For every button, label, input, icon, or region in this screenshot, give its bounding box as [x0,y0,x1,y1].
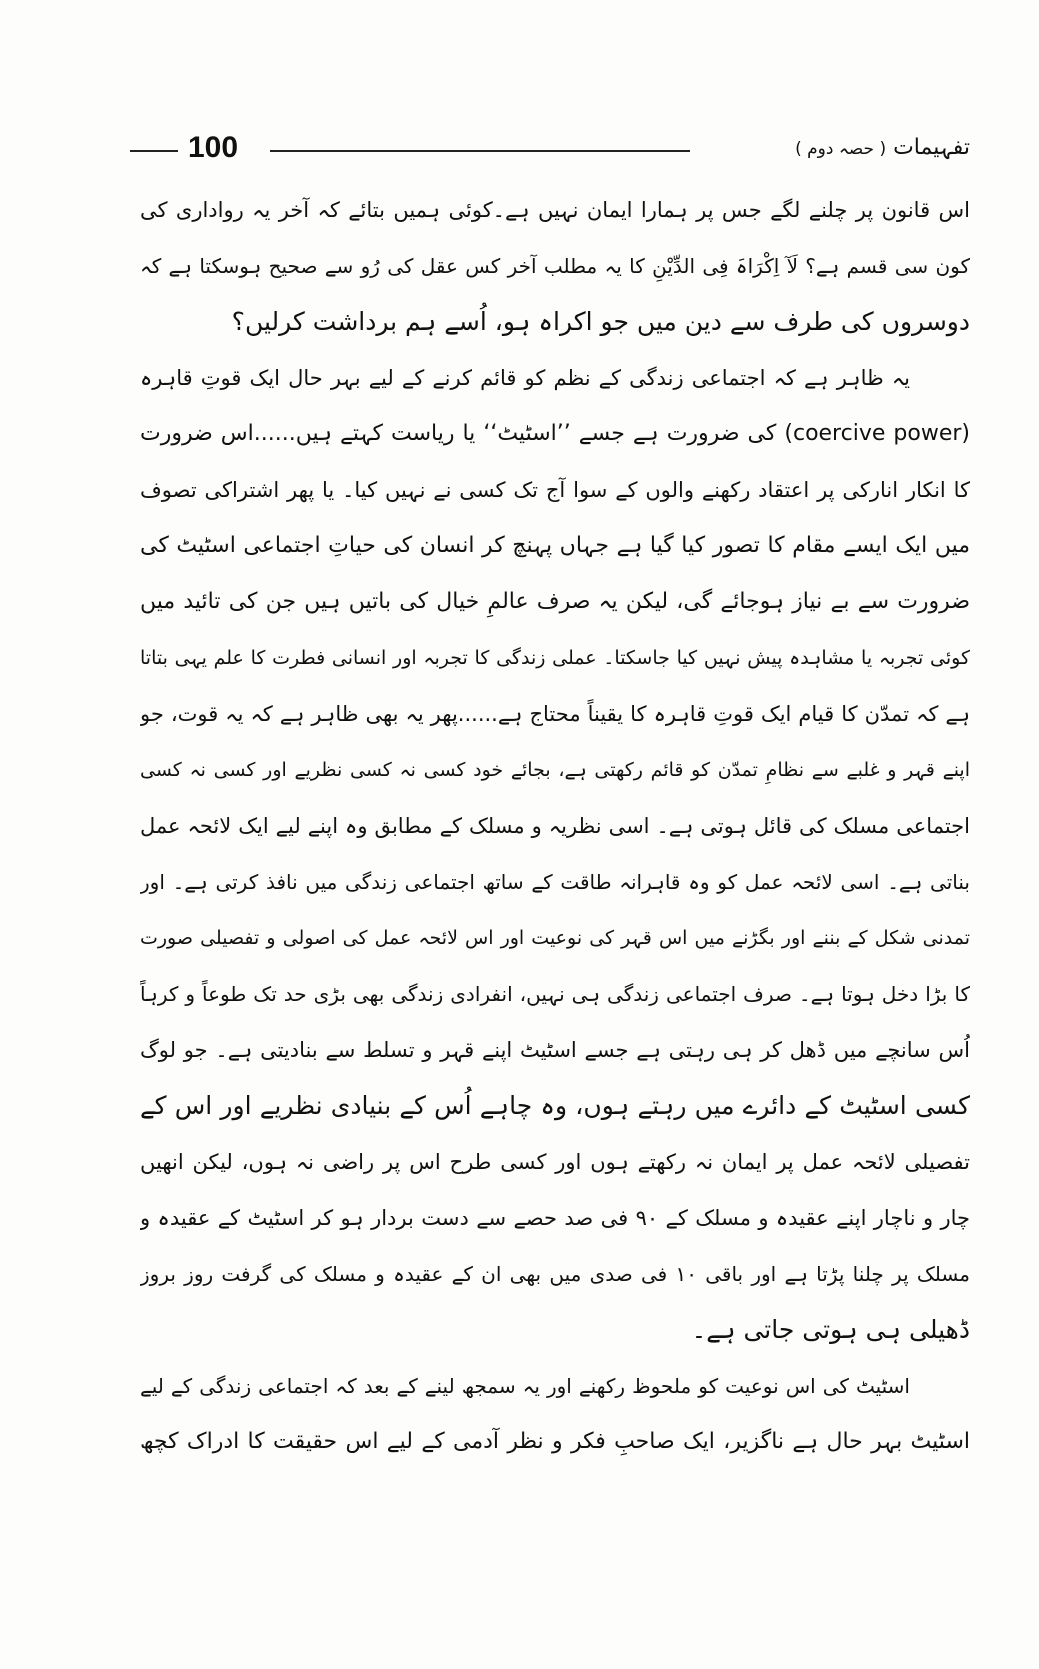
text-line: تمدنی شکل کے بننے اور بگڑنے میں اس قہر کی نوعیت اور اس لائحہ عمل کی اصولی و تفصیلی صورت [140,927,970,949]
header-rule-left [130,150,178,152]
book-title: تفہیمات [893,135,970,160]
text-line: کون سی قسم ہے؟ لَآ اِکْرَاہَ فِی الدِّیْنِ کا یہ مطلب آخر کس عقل کی رُو سے صحیح ہوسکتا ہے کہ [140,254,970,278]
text-line: بناتی ہے۔ اسی لائحہ عمل کو وہ قاہرانہ طاقت کے ساتھ اجتماعی زندگی میں نافذ کرتی ہے۔ اور [140,870,970,894]
text-line: کا بڑا دخل ہوتا ہے۔ صرف اجتماعی زندگی ہی نہیں، انفرادی زندگی بھی بڑی حد تک طوعاً و کرہاً [140,982,970,1006]
text-line: یہ ظاہر ہے کہ اجتماعی زندگی کے نظم کو قائم کرنے کے لیے بہر حال ایک قوتِ قاہرہ [140,366,910,390]
page-number: 100 [188,131,239,164]
running-title [795,128,970,169]
text-line: اسٹیٹ کی اس نوعیت کو ملحوظ رکھنے اور یہ سمجھ لینے کے بعد کہ اجتماعی زندگی کے لیے [140,1374,910,1398]
text-line: تفصیلی لائحہ عمل پر ایمان نہ رکھتے ہوں اور کسی طرح اس پر راضی نہ ہوں، لیکن انھیں [140,1150,970,1174]
text-line: چار و ناچار اپنے عقیدہ و مسلک کے ۹۰ فی صد حصے سے دست بردار ہو کر اسٹیٹ کے عقیدہ و [140,1206,970,1230]
text-line: (coercive power) کی ضرورت ہے جسے ’’اسٹیٹ‘‘ یا ریاست کہتے ہیں......اس ضرورت [140,421,970,446]
text-line: اجتماعی مسلک کی قائل ہوتی ہے۔ اسی نظریہ و مسلک کے مطابق وہ اپنے لیے ایک لائحہ عمل [140,814,970,838]
header-rule-middle [270,150,690,152]
text-line: کوئی تجربہ یا مشاہدہ پیش نہیں کیا جاسکتا۔ عملی زندگی کا تجربہ اور انسانی فطرت کا علم یہی بتاتا [140,647,970,669]
text-line: میں ایک ایسے مقام کا تصور کیا گیا ہے جہاں پہنچ کر انسان کی حیاتِ اجتماعی اسٹیٹ کی [140,533,970,558]
body-text [140,182,970,1470]
book-part: ( حصہ دوم ) [795,139,887,159]
text-line: دوسروں کی طرف سے دین میں جو اکراہ ہو، اُسے ہم برداشت کرلیں؟ [231,307,970,336]
text-line: اسٹیٹ بہر حال ہے ناگزیر، ایک صاحبِ فکر و نظر آدمی کے لیے اس حقیقت کا ادراک کچھ [140,1429,970,1454]
text-line: کا انکار انارکی پر اعتقاد رکھنے والوں کے سوا آج تک کسی نے نہیں کیا۔ یا پھر اشتراکی تصوف [140,478,970,502]
text-line: اس قانون پر چلنے لگے جس پر ہمارا ایمان نہیں ہے۔کوئی ہمیں بتائے کہ آخر یہ رواداری کی [140,198,970,222]
text-line: کسی اسٹیٹ کے دائرے میں رہتے ہوں، وہ چاہے اُس کے بنیادی نظریے اور اس کے [140,1091,970,1120]
text-line: ڈھیلی ہی ہوتی جاتی ہے۔ [691,1315,970,1344]
text-line: ہے کہ تمدّن کا قیام ایک قوتِ قاہرہ کا یقیناً محتاج ہے......پھر یہ بھی ظاہر ہے کہ یہ قوت، جو [140,702,970,726]
page-header [130,128,970,168]
text-line: اُس سانچے میں ڈھل کر ہی رہتی ہے جسے اسٹیٹ اپنے قہر و تسلط سے بنادیتی ہے۔ جو لوگ [140,1038,970,1062]
text-line: مسلک پر چلنا پڑتا ہے اور باقی ۱۰ فی صدی میں بھی ان کے عقیدہ و مسلک کی گرفت روز بروز [140,1262,970,1286]
text-line: اپنے قہر و غلبے سے نظامِ تمدّن کو قائم رکھتی ہے، بجائے خود کسی نہ کسی نظریے اور کسی نہ کسی [140,759,970,781]
text-line: ضرورت سے بے نیاز ہوجائے گی، لیکن یہ صرف عالمِ خیال کی باتیں ہیں جن کی تائید میں [140,589,970,614]
